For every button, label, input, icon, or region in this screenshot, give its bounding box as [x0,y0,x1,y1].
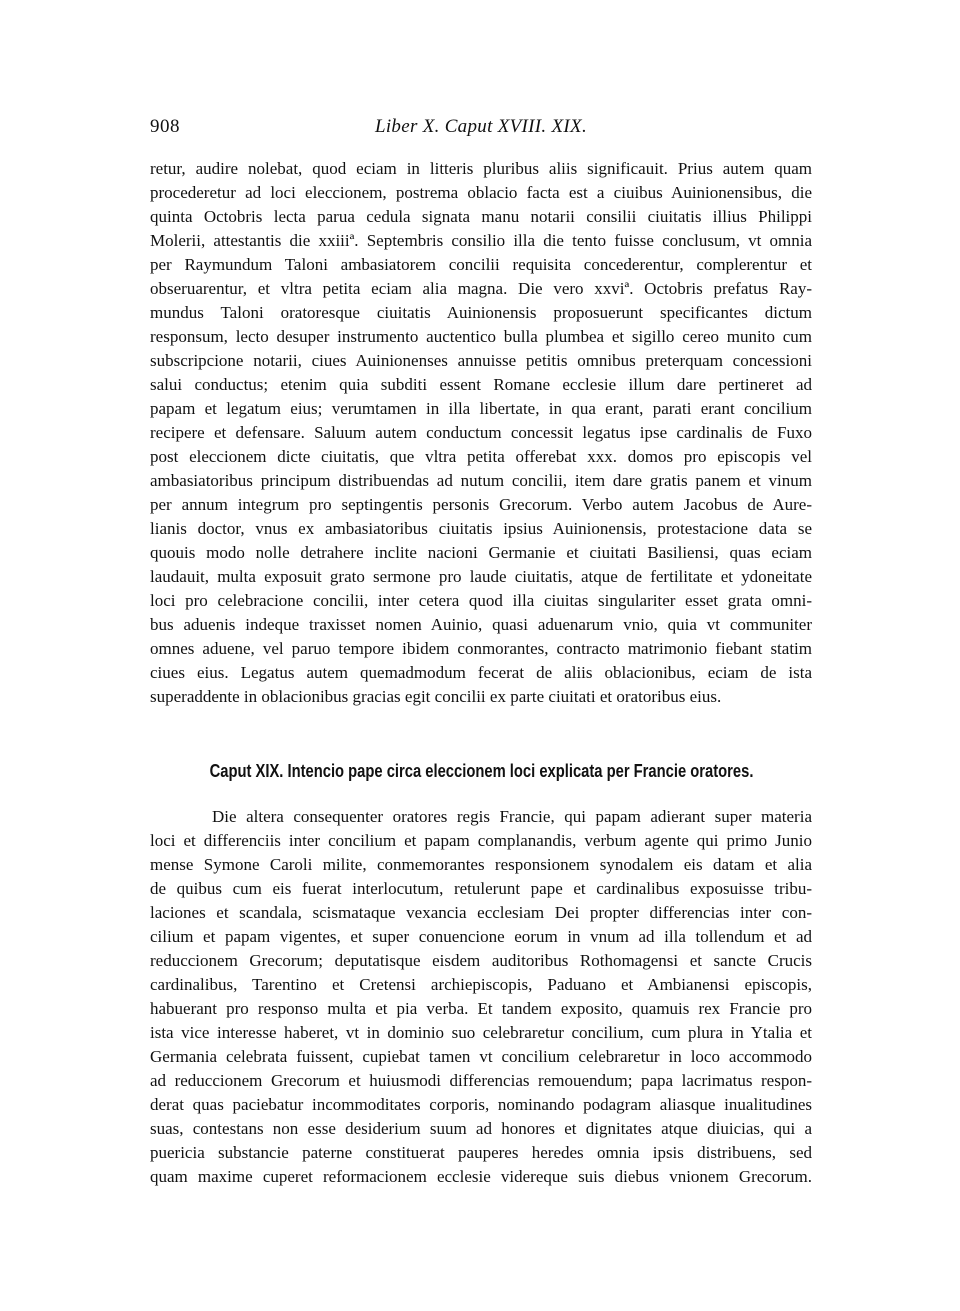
text-line: ciues eius. Legatus autem quemadmodum fecerat de aliis oblacionibus, eciam de ista [150,663,812,682]
text-line: lianis doctor, vnus ex ambasiatoribus ciuitatis ipsius Auinionensis, protestacione data se [150,519,812,538]
text-line: Germania celebrata fuissent, cupiebat tamen vt concilium celebraretur in loco accommodo [150,1047,812,1066]
text-line: per annum integrum pro septingentis personis Grecorum. Verbo autem Jacobus de Aure- [150,495,812,514]
text-line: ista vice interesse haberet, vt in dominio suo celebraretur concilium, cum plura in Ytalia et [150,1023,812,1042]
text-line: per Raymundum Taloni ambasiatorem concilii requisita concederentur, complerentur et [150,255,812,274]
text-line: superaddente in oblacionibus gracias egit concilii ex parte ciuitati et oratoribus eius. [150,687,722,706]
text-line: bus aduenis indeque traxisset nomen Auinio, quasi aduenarum vnio, quia vt communiter [150,615,812,634]
paragraph-caput-xviii-end [150,157,812,709]
running-head: Liber X. Caput XVIII. XIX. [374,116,587,137]
text-line: Die altera consequenter oratores regis Francie, qui papam adierant super materia [212,807,812,826]
text-line: habuerant pro responso multa et pia verba. Et tandem exposito, quamuis rex Francie pro [150,999,812,1018]
text-line: loci pro celebracione concilii, inter cetera quod illa ciuitas singulariter esset grata omni- [150,591,812,610]
text-line: papam et legatum eius; verumtamen in illa libertate, in qua erant, parati erant concilium [150,399,812,418]
text-line: ambasiatoribus principum distribuendas ad nutum concilii, item dare gratis panem et vinum [150,471,812,490]
text-line: cilium et papam vigentes, et super conuencione eorum in vnum ad illa tollendum et ad [150,927,812,946]
text-line: quam maxime cuperet reformacionem ecclesie videreque suis diebus vnionem Grecorum. [150,1167,812,1186]
text-line: recipere et defensare. Saluum autem conductum concessit legatus ipse cardinalis de Fuxo [150,423,812,442]
text-line: suas, contestans non esse desiderium suum ad honores et dignitates atque diuicias, qui a [150,1119,812,1138]
text-line: Molerii, attestantis die xxiiiª. Septembris consilio illa die tento fuisse conclusum, vt omnia [150,231,812,250]
text-line: salui conductus; etenim quia subditi essent Romane ecclesie illum dare pertineret ad [150,375,812,394]
paragraph-caput-xix [150,805,812,1189]
text-line: derat quas paciebatur incommoditates corporis, nominando podagram aliasque inualitudines [150,1095,812,1114]
chapter-heading: Caput XIX. Intencio pape circa eleccionem loci explicata per Francie oratores. [209,761,754,781]
text-line: subscripcione notarii, ciues Auinionenses annuisse petitis omnibus preterquam concessioni [150,351,812,370]
text-line: procederetur ad loci eleccionem, postrema oblacio facta est a ciuibus Auinionensibus, die [150,183,812,202]
page-number: 908 [150,116,180,137]
text-line: de quibus cum eis fuerat interlocutum, retulerunt pape et cardinalibus exposuisse tribu- [150,879,812,898]
text-line: cardinalibus, Tarentino et Cretensi archiepiscopis, Paduano et Ambianensi episcopis, [150,975,812,994]
text-line: quinta Octobris lecta parua cedula signata manu notarii consilii ciuitatis illius Philippi [150,207,812,226]
text-line: responsum, lecto desuper instrumento auctentico bulla plumbea et sigillo cereo munito cum [150,327,812,346]
text-line: ad reduccionem Grecorum et huiusmodi differencias remouendum; papa lacrimatus respon- [150,1071,812,1090]
text-line: obseruarentur, et vltra petita eciam alia magna. Die vero xxviª. Octobris prefatus Ray- [150,279,812,298]
text-line: loci et differenciis inter concilium et papam complanandis, verbum agente qui primo Junio [150,831,812,850]
text-line: mense Symone Caroli milite, conmemorantes responsionem synodalem eis datam et alia [150,855,812,874]
text-line: mundus Taloni oratoresque ciuitatis Auinionensis proposuerunt specificantes dictum [150,303,812,322]
text-line: omnes aduene, vel paruo tempore ibidem conmorantes, contracto matrimonio fiebant statim [150,639,812,658]
text-line: puericia substancie paterne constituerat pauperes heredes omnia ipsis distribuens, sed [150,1143,812,1162]
text-line: retur, audire nolebat, quod eciam in litteris pluribus aliis significauit. Prius autem quam [150,159,812,178]
text-line: reduccionem Grecorum; deputatisque eisdem auditoribus Rothomagensi et sancte Crucis [150,951,812,970]
text-line: quouis modo nolle detrahere inclite nacioni Germanie et ciuitati Basiliensi, quas eciam [150,543,812,562]
text-line: post eleccionem dicte ciuitatis, que vltra petita offerebat xxx. domos pro episcopis vel [150,447,812,466]
page-header [150,116,812,146]
text-line: laciones et scandala, scismataque vexancia ecclesiam Dei propter differencias inter con- [150,903,812,922]
text-line: laudauit, multa exposuit grato sermone pro laude ciuitatis, atque de fertilitate et ydoneitate [150,567,812,586]
